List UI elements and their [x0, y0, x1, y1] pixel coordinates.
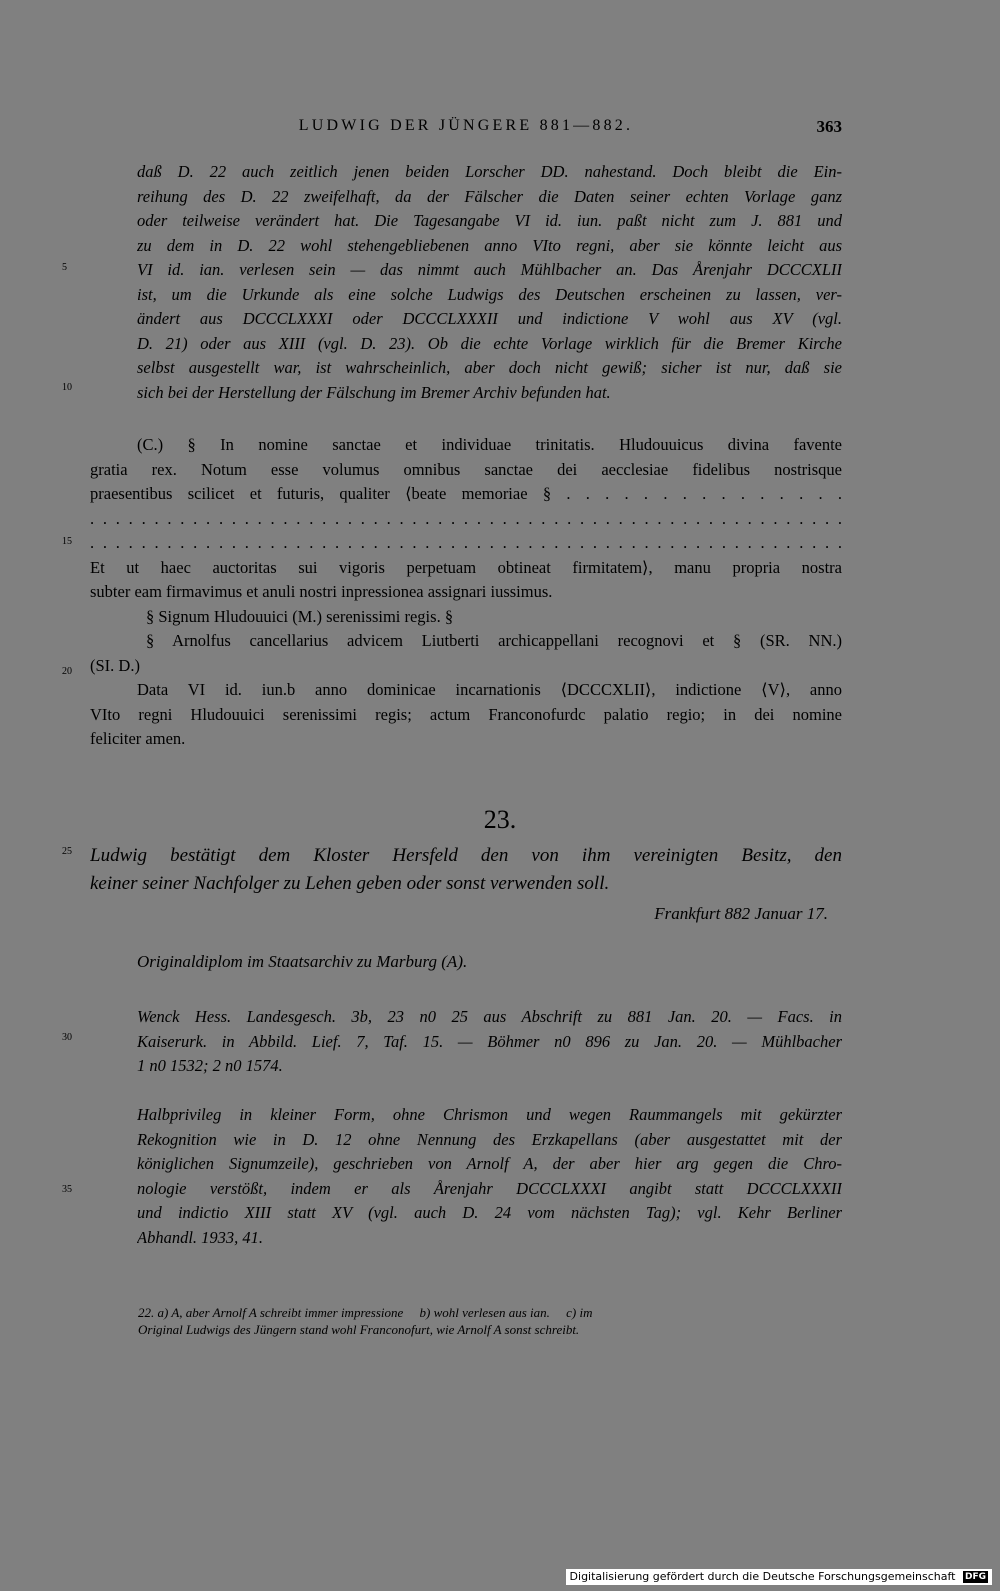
line-number: 20: [62, 666, 72, 677]
text-line: Frankfurt 882 Januar 17.: [654, 904, 828, 923]
running-title: LUDWIG DER JÜNGERE 881—882.: [298, 117, 634, 134]
footnote-line: Original Ludwigs des Jüngern stand wohl Franconofurt, wie Arnolf A sonst schreibt.: [138, 1322, 580, 1337]
text-line: oder teilweise verändert hat. Die Tagesangabe VI id. iun. paßt nicht zum J. 881 und: [137, 211, 842, 230]
text-line: gratia rex. Notum esse volumus omnibus sanctae dei aecclesiae fidelibus nostrisque: [90, 459, 842, 479]
text-line: VI id. ian. verlesen sein — das nimmt auch Mühlbacher an. Das Årenjahr DCCCXLII: [137, 260, 842, 279]
text-line: ist, um die Urkunde als eine solche Ludwigs des Deutschen erscheinen zu lassen, ver-: [137, 284, 842, 304]
text-line: . . . . . . . . . . . . . . . . . . . . . . . . . . . . . . . . . . . . . . . . . . . . . . . . . . . . . . . . . . .: [90, 508, 842, 528]
document-number: 23.: [483, 805, 517, 834]
text-line: . . . . . . . . . . . . . . . . . . . . . . . . . . . . . . . . . . . . . . . . . . . . . . . . . . . . . . . . . . .: [90, 533, 842, 552]
line-number: 5: [62, 262, 67, 273]
text-line: Et ut haec auctoritas sui vigoris perpetuam obtineat firmitatem⟩, manu propria nostra: [90, 557, 842, 577]
credit-text: Digitalisierung gefördert durch die Deutsche Forschungsgemeinschaft: [569, 1570, 956, 1583]
line-number: 30: [62, 1032, 72, 1043]
text-line: Ludwig bestätigt dem Kloster Hersfeld den von ihm vereinigten Besitz, den: [90, 845, 842, 866]
text-line: selbst ausgestellt war, ist wahrscheinlich, aber doch nicht gewiß; sicher ist nur, daß sie: [137, 358, 842, 377]
text-line: (SI. D.): [90, 655, 140, 675]
text-line: (C.) § In nomine sanctae et individuae trinitatis. Hludouuicus divina favente: [137, 435, 842, 454]
text-line: D. 21) oder aus XIII (vgl. D. 23). Ob die echte Vorlage wirklich für die Bremer Kirche: [137, 333, 842, 353]
text-line: ändert aus DCCCLXXXI oder DCCCLXXXII und indictione V wohl aus XV (vgl.: [137, 309, 842, 328]
line-number: 10: [62, 382, 72, 393]
text-line: zu dem in D. 22 wohl stehengebliebenen anno VIto regni, aber sie könnte leicht aus: [137, 235, 842, 255]
text-line: § Signum Hludouuici (M.) serenissimi regis. §: [146, 606, 454, 626]
text-line: § Arnolfus cancellarius advicem Liutberti archicappellani recognovi et § (SR. NN.): [146, 631, 842, 650]
footnotes: [138, 1304, 848, 1338]
footnote-line: 22. a) A, aber Arnolf A schreibt immer impressione b) wohl verlesen aus ian. c) im: [138, 1305, 593, 1320]
text-line: Abhandl. 1933, 41.: [137, 1227, 264, 1247]
dfg-logo-icon: DFG: [964, 1572, 986, 1582]
commentary-paragraph: [137, 160, 842, 405]
text-line: Rekognition wie in D. 12 ohne Nennung des Erzkapellans (aber ausgestattet mit der: [137, 1129, 842, 1149]
text-line: Wenck Hess. Landesgesch. 3b, 23 n0 25 aus Abschrift zu 881 Jan. 20. — Facs. in: [137, 1007, 842, 1026]
line-number: 35: [62, 1184, 72, 1195]
regest: [90, 842, 842, 898]
place-date: [90, 902, 828, 927]
text-line: Kaiserurk. in Abbild. Lief. 7, Taf. 15. — Böhmer n0 896 zu Jan. 20. — Mühlbacher: [137, 1031, 842, 1051]
text-line: Originaldiplom im Staatsarchiv zu Marburg (A).: [137, 952, 468, 971]
editions: [137, 1005, 842, 1079]
text-line: VIto regni Hludouuici serenissimi regis; actum Franconofurdc palatio regio; in dei nomine: [90, 704, 842, 724]
text-line: praesentibus scilicet et futuris, qualiter ⟨beate memoriae § . . . . . . . . . . . . . . .: [90, 484, 842, 503]
text-line: subter eam firmavimus et anuli nostri inpressionea assignari iussimus.: [90, 582, 553, 601]
text-line: und indictio XIII statt XV (vgl. auch D. 24 vom nächsten Tag); vgl. Kehr Berliner: [137, 1203, 842, 1222]
text-line: 1 n0 1532; 2 n0 1574.: [137, 1056, 283, 1075]
preface: [137, 1103, 842, 1250]
line-number: 25: [62, 846, 72, 857]
digitization-credit: [566, 1569, 992, 1585]
text-line: reihung des D. 22 zweifelhaft, da der Fälscher die Daten seiner echten Vorlage ganz: [137, 186, 842, 206]
running-header: [90, 117, 842, 141]
line-number: 15: [62, 536, 72, 547]
page-number: 363: [816, 117, 842, 136]
text-line: Data VI id. iun.b anno dominicae incarnationis ⟨DCCCXLII⟩, indictione ⟨V⟩, anno: [137, 680, 842, 699]
text-line: sich bei der Herstellung der Fälschung im Bremer Archiv befunden hat.: [137, 382, 611, 402]
text-line: Halbprivileg in kleiner Form, ohne Chrismon und wegen Raummangels mit gekürzter: [137, 1105, 842, 1124]
text-line: königlichen Signumzeile), geschrieben von Arnolf A, der aber hier arg gegen die Chro-: [137, 1154, 842, 1173]
text-line: keiner seiner Nachfolger zu Lehen geben oder sonst verwenden soll.: [90, 873, 610, 894]
tradition: [137, 950, 842, 975]
charter-text: [90, 433, 842, 752]
text-line: daß D. 22 auch zeitlich jenen beiden Lorscher DD. nahestand. Doch bleibt die Ein-: [137, 162, 842, 181]
text-line: feliciter amen.: [90, 729, 186, 748]
text-line: nologie verstößt, indem er als Årenjahr DCCCLXXXI angibt statt DCCCLXXXII: [137, 1178, 842, 1198]
